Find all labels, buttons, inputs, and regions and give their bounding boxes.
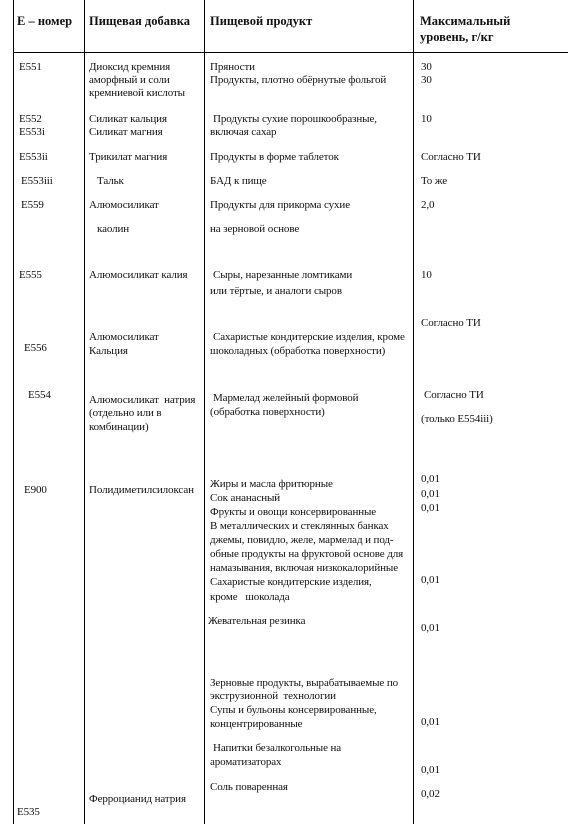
product-line: Продукты сухие порошкообразные, bbox=[213, 113, 377, 125]
level-value: 0,01 bbox=[421, 502, 440, 514]
code-e553ii: E553ii bbox=[19, 151, 48, 163]
additive-line: Трикилат магния bbox=[89, 151, 168, 163]
code-e551: E551 bbox=[19, 61, 42, 73]
product-line: В металлических и стеклянных банках bbox=[210, 520, 389, 532]
level-value: 0,01 bbox=[421, 473, 440, 485]
additive-line: Алюмосиликат bbox=[89, 199, 159, 211]
additive-line: Алюмосиликат bbox=[89, 331, 159, 343]
level-value: 0,01 bbox=[421, 622, 440, 634]
header-additive: Пищевая добавка bbox=[89, 14, 191, 28]
level-value: Согласно ТИ bbox=[424, 389, 484, 401]
level-value: 0,01 bbox=[421, 716, 440, 728]
product-line: Супы и бульоны консервированные, bbox=[210, 704, 377, 716]
additive-line: Силикат кальция bbox=[89, 113, 167, 125]
level-value: (только E554iii) bbox=[421, 413, 493, 425]
header-product: Пищевой продукт bbox=[210, 14, 313, 28]
column-divider-2 bbox=[204, 0, 205, 824]
code-e559: E559 bbox=[21, 199, 44, 211]
product-line: намазывания, включая низкокалорийные bbox=[210, 562, 398, 574]
level-value: 0,01 bbox=[421, 764, 440, 776]
code-e535: E535 bbox=[17, 806, 40, 818]
product-line: кроме шоколада bbox=[210, 591, 290, 603]
product-line: джемы, повидло, желе, мармелад и под- bbox=[210, 534, 394, 546]
product-line: обные продукты на фруктовой основе для bbox=[210, 548, 404, 560]
product-line: включая сахар bbox=[210, 126, 277, 138]
product-line: Жевательная резинка bbox=[208, 615, 306, 627]
product-line: Сок ананасный bbox=[210, 492, 281, 504]
additive-line: Алюмосиликат натрия bbox=[89, 394, 196, 406]
column-divider-1 bbox=[84, 0, 85, 824]
code-e554: E554 bbox=[28, 389, 51, 401]
code-e553i: E553i bbox=[19, 126, 45, 138]
additive-line: (отдельно или в bbox=[89, 407, 162, 419]
product-line: Мармелад желейный формовой bbox=[213, 392, 359, 404]
level-value: 30 bbox=[421, 61, 432, 73]
product-line: Жиры и масла фритюрные bbox=[210, 478, 333, 490]
header-level-line1: Максимальный bbox=[420, 14, 511, 28]
code-e553iii: E553iii bbox=[21, 175, 53, 187]
product-line: Соль поваренная bbox=[210, 781, 288, 793]
additive-line: Силикат магния bbox=[89, 126, 163, 138]
product-line: Пряности bbox=[210, 61, 255, 73]
product-line: БАД к пище bbox=[210, 175, 267, 187]
additive-line: Кальция bbox=[89, 345, 128, 357]
additive-line: аморфный и соли bbox=[89, 74, 170, 86]
product-line: Продукты в форме таблеток bbox=[210, 151, 339, 163]
product-line: на зерновой основе bbox=[210, 223, 300, 235]
product-line: экструзионной технологии bbox=[210, 690, 336, 702]
header-level-line2: уровень, г/кг bbox=[420, 30, 494, 44]
code-e552: E552 bbox=[19, 113, 42, 125]
product-line: Сыры, нарезанные ломтиками bbox=[213, 269, 353, 281]
column-divider-3 bbox=[413, 0, 414, 824]
header-divider bbox=[13, 52, 568, 53]
product-line: Продукты для прикорма сухие bbox=[210, 199, 350, 211]
level-value: Согласно ТИ bbox=[421, 317, 481, 329]
level-value: 0,01 bbox=[421, 574, 440, 586]
additive-line: кремниевой кислоты bbox=[89, 87, 185, 99]
product-line: (обработка поверхности) bbox=[210, 406, 325, 418]
code-e900: E900 bbox=[24, 484, 47, 496]
product-line: Сахаристые кондитерские изделия, bbox=[210, 576, 372, 588]
code-e556: E556 bbox=[24, 342, 47, 354]
additive-line: Диоксид кремния bbox=[89, 61, 171, 73]
additive-line: Полидиметилсилоксан bbox=[89, 484, 194, 496]
level-value: 0,01 bbox=[421, 488, 440, 500]
additive-line: Алюмосиликат калия bbox=[89, 269, 188, 281]
product-line: Напитки безалкогольные на bbox=[213, 742, 342, 754]
product-line: или тёртые, и аналоги сыров bbox=[210, 285, 342, 297]
additive-line: каолин bbox=[97, 223, 130, 235]
level-value: 0,02 bbox=[421, 788, 440, 800]
additive-line: комбинации) bbox=[89, 421, 149, 433]
product-line: Зерновые продукты, вырабатываемые по bbox=[210, 677, 399, 689]
product-line: ароматизаторах bbox=[210, 756, 282, 768]
product-line: концентрированные bbox=[210, 718, 303, 730]
code-e555: E555 bbox=[19, 269, 42, 281]
level-value: Согласно ТИ bbox=[421, 151, 481, 163]
level-value: 10 bbox=[421, 269, 432, 281]
product-line: Фрукты и овощи консервированные bbox=[210, 506, 377, 518]
product-line: Продукты, плотно обёрнутые фольгой bbox=[210, 74, 387, 86]
additive-line: Тальк bbox=[97, 175, 124, 187]
table-border-left bbox=[13, 0, 14, 824]
product-line: шоколадных (обработка поверхности) bbox=[210, 345, 386, 357]
product-line: Сахаристые кондитерские изделия, кроме bbox=[213, 331, 405, 343]
level-value: 30 bbox=[421, 74, 432, 86]
level-value: 10 bbox=[421, 113, 432, 125]
level-value: 2,0 bbox=[421, 199, 435, 211]
additive-line: Ферроцианид натрия bbox=[89, 793, 186, 805]
level-value: То же bbox=[421, 175, 447, 187]
header-code: Е – номер bbox=[17, 14, 73, 28]
